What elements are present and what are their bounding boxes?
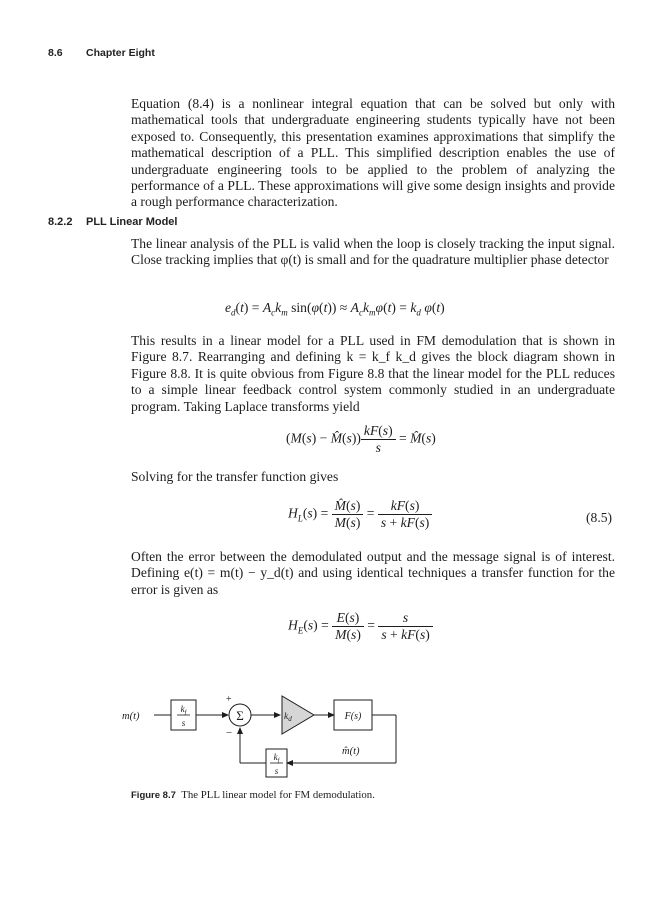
page-number: 8.6: [48, 47, 63, 59]
paragraph-intro: Equation (8.4) is a nonlinear integral equation that can be solved but only with mathematical tools that undergraduate engineering students typically have not been exposed to. Consequently, this presentation examines approximations that simplify the mathematical description of a PLL. This simplified description enables the use of undergraduate engineering tools to be applied to the problem of analyzing the performance of a PLL. These approximations will give some design insights and provide a rough performance characterization.: [131, 96, 615, 210]
paragraph-solving: Solving for the transfer function gives: [131, 469, 339, 484]
caption-label: Figure 8.7: [131, 790, 176, 801]
block-diagram: [120, 688, 410, 784]
filter-label: F(s): [344, 711, 362, 722]
feedback-block-denominator: s: [274, 766, 279, 776]
feedback-block-numerator: $k_f$: [273, 752, 280, 764]
running-head: [48, 47, 155, 59]
paragraph-error: Often the error between the demodulated output and the message signal is of interest. Defining e(t) = m(t) − y_d(t) and using identical techniques a transfer function for the error is given as: [131, 549, 615, 597]
section-heading: [48, 216, 177, 228]
equation-phase-detector: $e_d(t) = A_ck_m$ $\sin(\varphi(t)) \approx A_ck_m\varphi(t) = k_d$ φ(t): [225, 300, 445, 318]
figure-caption: [131, 789, 401, 802]
input-block-denominator: s: [181, 718, 186, 728]
equation-number: (8.5): [586, 510, 613, 525]
minus-sign: −: [226, 727, 233, 739]
gain-label: $k_d$: [284, 712, 292, 723]
section-number: 8.2.2: [48, 216, 73, 228]
summer-symbol: Σ: [236, 708, 244, 723]
feedback-output-label: m̂(t): [342, 746, 360, 757]
input-label: m(t): [122, 711, 140, 722]
chapter-title: Chapter Eight: [86, 47, 155, 59]
equation-transfer-function: $H_L(s)$ = $\frac{M̂(s)}{M(s)}$ = $\frac{kF(s)}{s + kF(s)}$: [288, 498, 432, 531]
input-block-numerator: $k_f$: [180, 704, 187, 716]
paragraph-linear-analysis: The linear analysis of the PLL is valid when the loop is closely tracking the input signal. Close tracking implies that φ(t) is small and for the quadrature multiplier phase detector: [131, 236, 615, 268]
plus-sign: +: [226, 694, 232, 705]
equation-error-transfer: $H_E(s)$ = $\frac{E(s)}{M(s)}$ = $\frac{s}{s + kF(s)}$: [288, 610, 433, 643]
equation-laplace: (M(s) − M̂(s)) $\frac{kF(s)}{s}$ = M̂(s): [286, 423, 436, 455]
caption-text: The PLL linear model for FM demodulation.: [181, 789, 375, 801]
paragraph-linear-model: This results in a linear model for a PLL used in FM demodulation that is shown in Figure 8.7. Rearranging and defining k = k_f k_d gives the block diagram shown in Figure 8.8. It is quite obvious from Figure 8.8 that the linear model for the PLL reduces to a simple linear feedback control system commonly studied in an undergraduate program. Taking Laplace transforms yield: [131, 333, 615, 414]
section-title: PLL Linear Model: [86, 216, 178, 228]
